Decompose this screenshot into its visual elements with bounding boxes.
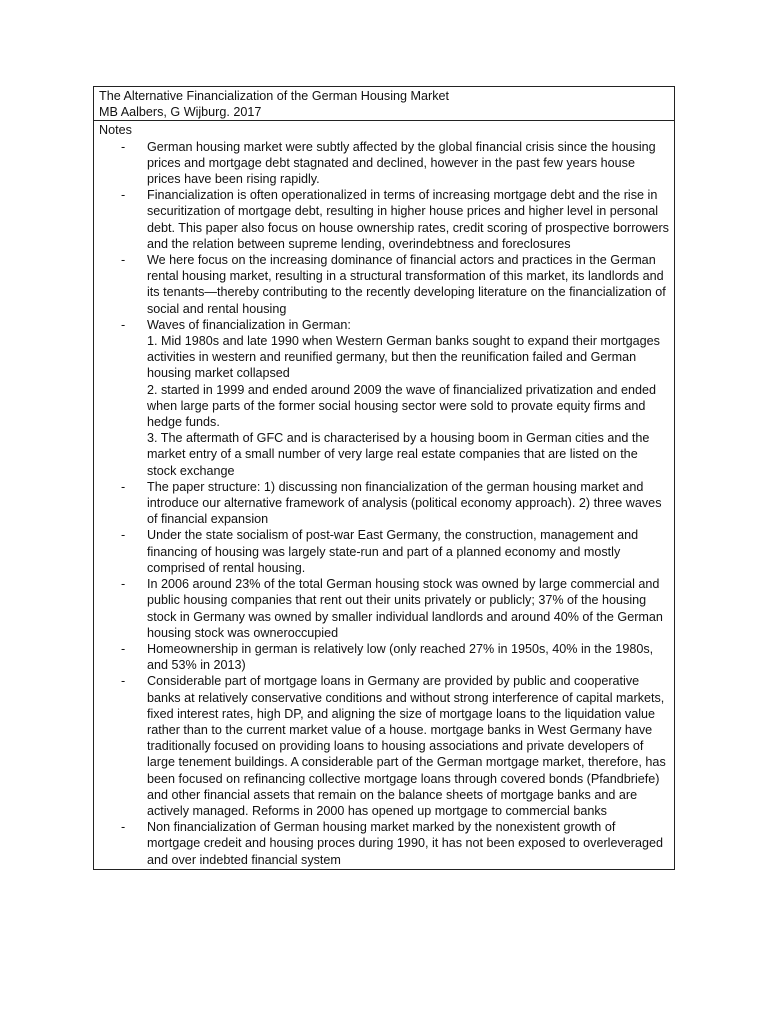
dash-bullet: - bbox=[121, 820, 126, 835]
list-item: - The paper structure: 1) discussing non financialization of the german housing market and introduce our alternative framework of analysis (political economy approach). 2) three waves of financial expansion bbox=[121, 479, 662, 527]
dash-bullet: - bbox=[121, 674, 126, 689]
paper-title: The Alternative Financialization of the German Housing Market bbox=[99, 89, 449, 103]
dash-bullet: - bbox=[121, 641, 126, 656]
wave-item: 1. Mid 1980s and late 1990 when Western German banks sought to expand their mortgages activities in western and reunified germany, but then the reunification failed and German housing market collapsed bbox=[147, 334, 660, 381]
header-row bbox=[94, 87, 674, 121]
wave-item: 3. The aftermath of GFC and is characterised by a housing boom in German cities and the market entry of a small number of very large real estate companies that are listed on the stock exchange bbox=[147, 431, 650, 478]
notes-row bbox=[94, 121, 674, 868]
wave-item: 2. started in 1999 and ended around 2009 the wave of financialized privatization and ended when large parts of the former social housing sector were sold to provate equity firms and hedge funds. bbox=[147, 382, 657, 430]
dash-bullet: - bbox=[121, 139, 126, 154]
list-item: - Financialization is often operationalized in terms of increasing mortgage debt and the rise in securitization of mortgage debt, resulting in higher house prices and higher level in personal debt. This paper also focus on house ownership rates, credit scoring of prospective borrowers and the relation between supreme lending, overindebtness and foreclosures bbox=[121, 188, 669, 251]
notes-table bbox=[93, 86, 675, 870]
list-item: - Considerable part of mortgage loans in Germany are provided by public and cooperative banks at relatively conservative conditions and without strong interference of capital markets, fixed interest rates, high DP, and aligning the size of mortgage loans to the liquidation value rather than to the current market value of a house. mortgage banks in West Germany have traditionally focused on providing loans to housing associations and private developers of large tenement buildings. A considerable part of the German mortgage market, therefore, has been focused on refinancing collective mortgage loans through covered bonds (Pfandbriefe) and other financial assets that remain on the balance sheets of mortgage banks and are actively managed. Reforms in 2000 has opened up mortgage to commercial banks bbox=[121, 674, 666, 818]
dash-bullet: - bbox=[121, 188, 126, 203]
dash-bullet: - bbox=[121, 479, 126, 494]
notes-label: Notes bbox=[99, 123, 132, 138]
list-item: - Waves of financialization in German: 1. Mid 1980s and late 1990 when Western German banks sought to expand their mortgages activities in western and reunified germany, but then the reunification failed and German housing market collapsed 2. started in 1999 and ended around 2009 the wave of financialized privatization and ended when large parts of the former social housing sector were sold to provate equity firms and hedge funds. 3. The aftermath of GFC and is characterised by a housing boom in German cities and the market entry of a small number of very large real estate companies that are listed on the stock exchange bbox=[99, 317, 669, 479]
list-item: - In 2006 around 23% of the total German housing stock was owned by large commercial and public housing companies that rent out their units privately or publicly; 37% of the housing stock in Germany was owned by smaller individual landlords and around 40% of the German housing stock was owneroccupied bbox=[121, 577, 663, 640]
dash-bullet: - bbox=[121, 528, 126, 543]
dash-bullet: - bbox=[121, 253, 126, 268]
list-item: - German housing market were subtly affected by the global financial crisis since the housing prices and mortgage debt stagnated and declined, however in the past few years house prices have been rising rapidly. bbox=[121, 139, 656, 187]
notes-list bbox=[99, 139, 669, 869]
list-item: - Non financialization of German housing market marked by the nonexistent growth of mortgage credeit and housing proces during 1990, it has not been exposed to overleveraged and over indebted financial system bbox=[121, 820, 663, 867]
list-item: - Homeownership in german is relatively low (only reached 27% in 1950s, 40% in the 1980s, and 53% in 2013) bbox=[121, 641, 654, 673]
dash-bullet: - bbox=[121, 577, 126, 592]
paper-authors: MB Aalbers, G Wijburg. 2017 bbox=[99, 105, 262, 120]
list-item: - We here focus on the increasing dominance of financial actors and practices in the German rental housing market, resulting in a structural transformation of this market, its landlords and its tenants—thereby contributing to the recently developing literature on the financialization of social and rental housing bbox=[121, 253, 666, 316]
dash-bullet: - bbox=[121, 317, 126, 332]
list-item: - Under the state socialism of post-war East Germany, the construction, management and financing of housing was largely state-run and part of a planned economy and mostly comprised of rental housing. bbox=[121, 528, 639, 575]
